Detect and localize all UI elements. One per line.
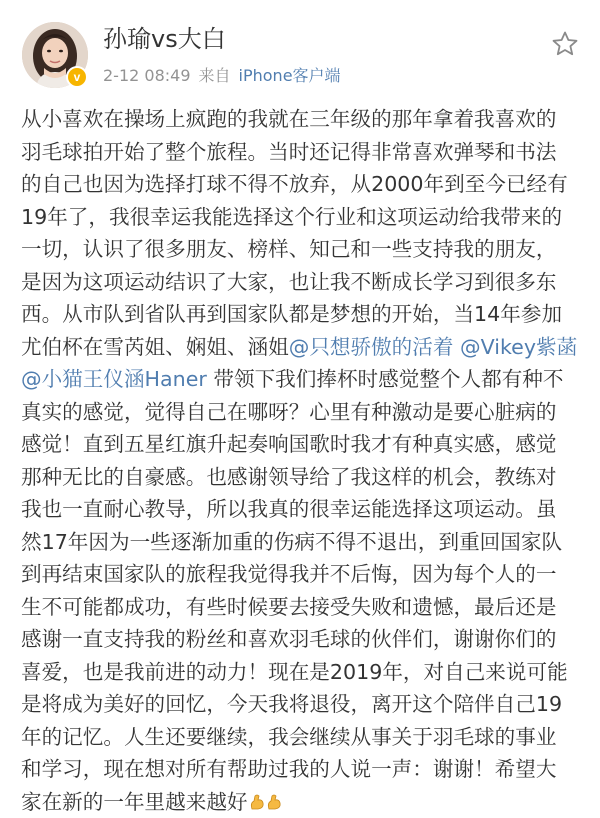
- post-text: 西。从市队到省队再到国家队都是梦想的开始，当14年参加: [21, 302, 562, 326]
- post-text-line: [21, 591, 581, 624]
- mention-link[interactable]: @小猫王仪涵Haner: [21, 367, 207, 391]
- post-text-line: [21, 136, 581, 169]
- post-text: 然17年因为一些逐渐加重的伤病不得不退出，到重回国家队: [21, 530, 562, 554]
- flexed-biceps-emoji: [266, 793, 282, 811]
- post-text-line: [21, 623, 581, 656]
- post-text-line: [21, 721, 581, 754]
- username[interactable]: 孙瑜vs大白: [103, 24, 226, 54]
- post-text-line: [21, 266, 581, 299]
- post-text-line: [21, 526, 581, 559]
- post-text-line: [21, 201, 581, 234]
- post-text-line: [21, 428, 581, 461]
- post-text: 感谢一直支持我的粉丝和喜欢羽毛球的伙伴们，谢谢你们的: [21, 627, 556, 651]
- client-source-link[interactable]: iPhone客户端: [239, 66, 341, 85]
- post-text-line: [21, 363, 581, 396]
- post-text: 是因为这项运动结识了大家，也让我不断成长学习到很多东: [21, 270, 556, 294]
- mention-link[interactable]: @Vikey紫菡: [460, 335, 577, 359]
- post-text: 感觉！直到五星红旗升起奏响国歌时我才有种真实感，感觉: [21, 432, 556, 456]
- post-text: 从小喜欢在操场上疯跑的我就在三年级的那年拿着我喜欢的: [21, 107, 556, 131]
- post-text-line: [21, 688, 581, 721]
- post-text: 尤伯杯在雪芮姐、娴姐、涵姐: [21, 335, 289, 359]
- post-text-line: [21, 331, 581, 364]
- post-text: 羽毛球拍开始了整个旅程。当时还记得非常喜欢弹琴和书法: [21, 140, 556, 164]
- post-text-line: [21, 233, 581, 266]
- verified-badge-letter: v: [68, 68, 86, 86]
- post-body: [21, 103, 581, 818]
- post-header: [0, 0, 600, 100]
- post-text: 到再结束国家队的旅程我觉得我并不后悔，因为每个人的一: [21, 562, 556, 586]
- post-text: 是将成为美好的回忆，今天我将退役，离开这个陪伴自己19: [21, 692, 562, 716]
- post-text: 那种无比的自豪感。也感谢领导给了我这样的机会，教练对: [21, 465, 556, 489]
- post-text: 和学习，现在想对所有帮助过我的人说一声：谢谢！希望大: [21, 757, 556, 781]
- flexed-biceps-emoji: [249, 793, 265, 811]
- post-text-line: [21, 103, 581, 136]
- post-text-line: [21, 298, 581, 331]
- post-text: 一切，认识了很多朋友、榜样、知己和一些支持我的朋友，: [21, 237, 556, 261]
- post-text-line: [21, 558, 581, 591]
- post-text: 的自己也因为选择打球不得不放弃，从2000年到至今已经有: [21, 172, 568, 196]
- post-text-line: [21, 656, 581, 689]
- mention-link[interactable]: @只想骄傲的活着: [289, 335, 454, 359]
- post-time: 2-12 08:49: [103, 66, 191, 85]
- post-text: 带领下我们捧杯时感觉整个人都有种不: [207, 367, 564, 391]
- post-text: 家在新的一年里越来越好: [21, 790, 248, 814]
- verified-badge: [66, 66, 88, 88]
- post-text-line: [21, 168, 581, 201]
- post-text: 真实的感觉，觉得自己在哪呀？心里有种激动是要心脏病的: [21, 400, 556, 424]
- post-text-line: [21, 493, 581, 526]
- post-text-line: [21, 461, 581, 494]
- post-text: 年的记忆。人生还要继续，我会继续从事关于羽毛球的事业: [21, 725, 556, 749]
- post-text-line: [21, 753, 581, 786]
- post-text: 生不可能都成功，有些时候要去接受失败和遗憾，最后还是: [21, 595, 556, 619]
- post-text-line: [21, 786, 581, 818]
- post-text: 我也一直耐心教导，所以我真的很幸运能选择这项运动。虽: [21, 497, 556, 521]
- post-text: 喜爱，也是我前进的动力！现在是2019年，对自己来说可能: [21, 660, 568, 684]
- source-label: 来自: [199, 66, 231, 85]
- post-meta: [103, 65, 341, 87]
- star-icon[interactable]: [551, 30, 579, 58]
- post-text: 19年了，我很幸运我能选择这个行业和这项运动给我带来的: [21, 205, 562, 229]
- post-text-line: [21, 396, 581, 429]
